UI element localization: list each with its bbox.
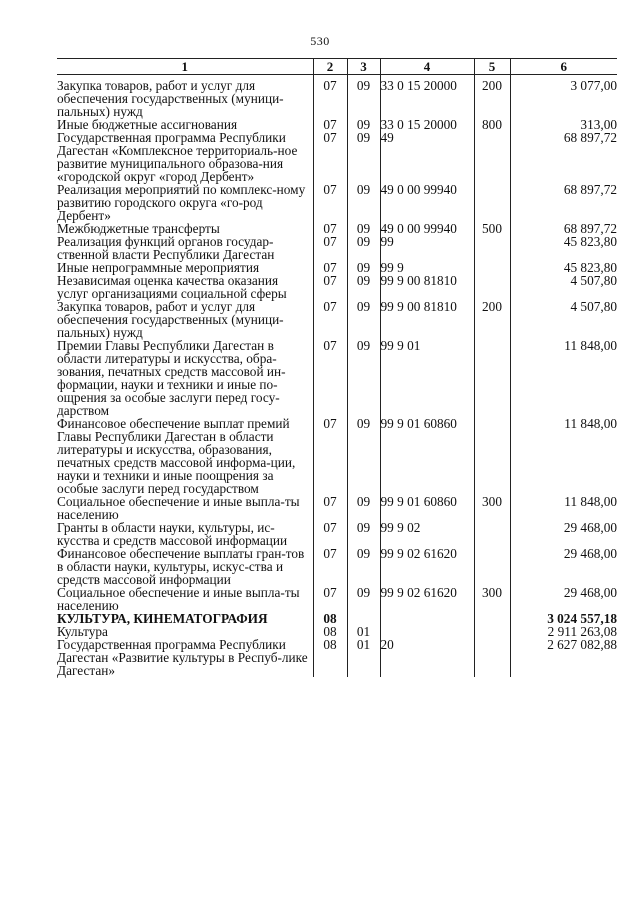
row-name: Независимая оценка качества оказания услуг организациями социальной сферы xyxy=(57,273,287,301)
row-target-article xyxy=(380,612,474,625)
row-expense-type: 300 xyxy=(474,495,510,521)
row-expense-type: 200 xyxy=(474,300,510,339)
row-amount: 29 468,00 xyxy=(510,586,617,612)
row-section: 07 xyxy=(313,75,347,119)
table-row xyxy=(57,235,617,261)
row-amount: 68 897,72 xyxy=(510,222,617,235)
row-section: 07 xyxy=(313,547,347,586)
header-target-article: 4 xyxy=(380,59,474,75)
row-subsection: 09 xyxy=(347,586,380,612)
row-section: 07 xyxy=(313,521,347,547)
row-target-article: 99 9 00 81810 xyxy=(380,300,474,339)
row-amount: 3 024 557,18 xyxy=(510,612,617,625)
row-expense-type: 200 xyxy=(474,75,510,119)
row-expense-type xyxy=(474,274,510,300)
row-target-article: 99 xyxy=(380,235,474,261)
row-name: Закупка товаров, работ и услуг для обеспечения государственных (муници-пальных) нужд xyxy=(57,78,284,119)
row-expense-type: 300 xyxy=(474,586,510,612)
row-section: 08 xyxy=(313,612,347,625)
row-amount: 45 823,80 xyxy=(510,261,617,274)
table-row xyxy=(57,612,617,625)
row-target-article: 99 9 01 60860 xyxy=(380,417,474,495)
row-section: 08 xyxy=(313,625,347,638)
row-name: Закупка товаров, работ и услуг для обеспечения государственных (муници-пальных) нужд xyxy=(57,299,284,340)
table-row xyxy=(57,183,617,222)
row-target-article: 99 9 01 xyxy=(380,339,474,417)
row-section: 07 xyxy=(313,131,347,183)
row-expense-type xyxy=(474,521,510,547)
row-target-article: 99 9 01 60860 xyxy=(380,495,474,521)
row-expense-type xyxy=(474,417,510,495)
row-section: 07 xyxy=(313,339,347,417)
row-subsection: 09 xyxy=(347,235,380,261)
row-amount: 4 507,80 xyxy=(510,300,617,339)
table-row xyxy=(57,131,617,183)
row-section: 07 xyxy=(313,586,347,612)
row-target-article: 33 0 15 20000 xyxy=(380,75,474,119)
row-name: КУЛЬТУРА, КИНЕМАТОГРАФИЯ xyxy=(57,611,268,626)
row-expense-type xyxy=(474,131,510,183)
row-target-article: 99 9 00 81810 xyxy=(380,274,474,300)
table-row xyxy=(57,300,617,339)
table-row xyxy=(57,638,617,677)
row-subsection: 09 xyxy=(347,547,380,586)
row-amount: 29 468,00 xyxy=(510,521,617,547)
row-subsection: 09 xyxy=(347,261,380,274)
row-target-article: 99 9 02 xyxy=(380,521,474,547)
row-subsection: 01 xyxy=(347,625,380,638)
table-row xyxy=(57,274,617,300)
row-expense-type xyxy=(474,261,510,274)
row-name: Культура xyxy=(57,624,108,639)
row-expense-type xyxy=(474,625,510,638)
row-subsection: 09 xyxy=(347,131,380,183)
table-row xyxy=(57,586,617,612)
row-name: Финансовое обеспечение выплаты гран-тов в области науки, культуры, искус-ства и средств массовой информации xyxy=(57,546,305,587)
row-section: 07 xyxy=(313,300,347,339)
header-expense-type: 5 xyxy=(474,59,510,75)
row-subsection: 09 xyxy=(347,274,380,300)
row-target-article xyxy=(380,625,474,638)
row-name: Иные непрограммные мероприятия xyxy=(57,260,260,275)
table-row xyxy=(57,417,617,495)
row-amount: 2 911 263,08 xyxy=(510,625,617,638)
row-section: 07 xyxy=(313,274,347,300)
header-amount: 6 xyxy=(510,59,617,75)
row-amount: 3 077,00 xyxy=(510,75,617,119)
row-amount: 11 848,00 xyxy=(510,339,617,417)
row-expense-type xyxy=(474,339,510,417)
row-name: Гранты в области науки, культуры, ис-кусства и средств массовой информации xyxy=(57,520,288,548)
row-amount: 4 507,80 xyxy=(510,274,617,300)
row-target-article: 49 xyxy=(380,131,474,183)
row-name: Социальное обеспечение и иные выпла-ты населению xyxy=(57,494,300,522)
row-subsection: 01 xyxy=(347,638,380,677)
row-section: 07 xyxy=(313,417,347,495)
row-section: 07 xyxy=(313,495,347,521)
row-amount: 45 823,80 xyxy=(510,235,617,261)
row-name: Финансовое обеспечение выплат премий Главы Республики Дагестан в области литературы и искусства, образования, печатных средств массовой информа-ции, науки и техники и иные поощрения за особые заслуги перед государством xyxy=(57,416,296,496)
header-name: 1 xyxy=(57,59,313,75)
row-section: 07 xyxy=(313,261,347,274)
row-subsection: 09 xyxy=(347,222,380,235)
row-amount: 313,00 xyxy=(510,118,617,131)
row-expense-type xyxy=(474,235,510,261)
row-name: Социальное обеспечение и иные выпла-ты населению xyxy=(57,585,300,613)
row-section: 07 xyxy=(313,183,347,222)
table-row xyxy=(57,495,617,521)
row-subsection: 09 xyxy=(347,417,380,495)
header-subsection: 3 xyxy=(347,59,380,75)
row-name: Реализация функций органов государ-ственной власти Республики Дагестан xyxy=(57,234,275,262)
row-target-article: 20 xyxy=(380,638,474,677)
table-row xyxy=(57,547,617,586)
row-amount: 11 848,00 xyxy=(510,417,617,495)
row-amount: 2 627 082,88 xyxy=(510,638,617,677)
row-name: Государственная программа Республики Дагестан «Развитие культуры в Респуб-лике Дагестан» xyxy=(57,637,308,678)
row-expense-type xyxy=(474,183,510,222)
row-amount: 11 848,00 xyxy=(510,495,617,521)
row-target-article: 49 0 00 99940 xyxy=(380,183,474,222)
row-amount: 29 468,00 xyxy=(510,547,617,586)
row-section: 07 xyxy=(313,118,347,131)
row-name: Межбюджетные трансферты xyxy=(57,221,220,236)
row-expense-type xyxy=(474,612,510,625)
table-row xyxy=(57,75,617,119)
row-subsection: 09 xyxy=(347,495,380,521)
row-expense-type xyxy=(474,547,510,586)
row-section: 07 xyxy=(313,235,347,261)
row-name: Иные бюджетные ассигнования xyxy=(57,117,238,132)
row-target-article: 99 9 02 61620 xyxy=(380,547,474,586)
row-subsection: 09 xyxy=(347,300,380,339)
table-row xyxy=(57,521,617,547)
row-subsection: 09 xyxy=(347,183,380,222)
row-subsection: 09 xyxy=(347,75,380,119)
row-section: 07 xyxy=(313,222,347,235)
row-amount: 68 897,72 xyxy=(510,131,617,183)
row-target-article: 33 0 15 20000 xyxy=(380,118,474,131)
row-subsection: 09 xyxy=(347,339,380,417)
row-expense-type xyxy=(474,638,510,677)
row-target-article: 99 9 02 61620 xyxy=(380,586,474,612)
budget-table xyxy=(57,58,617,677)
row-expense-type: 800 xyxy=(474,118,510,131)
table-header-row xyxy=(57,59,617,75)
row-name: Премии Главы Республики Дагестан в области литературы и искусства, обра-зования, печатных средств массовой ин-формации, науки и техники и иные по-ощрения за особые заслуги перед госу-дарством xyxy=(57,338,286,418)
row-target-article: 99 9 xyxy=(380,261,474,274)
row-target-article: 49 0 00 99940 xyxy=(380,222,474,235)
row-amount: 68 897,72 xyxy=(510,183,617,222)
row-expense-type: 500 xyxy=(474,222,510,235)
row-subsection: 09 xyxy=(347,521,380,547)
row-name: Государственная программа Республики Дагестан «Комплексное территориаль-ное развитие муниципального образова-ния «городской округ «город Дербент» xyxy=(57,130,298,184)
table-row xyxy=(57,339,617,417)
header-section: 2 xyxy=(313,59,347,75)
row-section: 08 xyxy=(313,638,347,677)
row-name: Реализация мероприятий по комплекс-ному развитию городского округа «го-род Дербент» xyxy=(57,182,306,223)
row-subsection: 09 xyxy=(347,118,380,131)
page-number: 530 xyxy=(310,34,330,48)
